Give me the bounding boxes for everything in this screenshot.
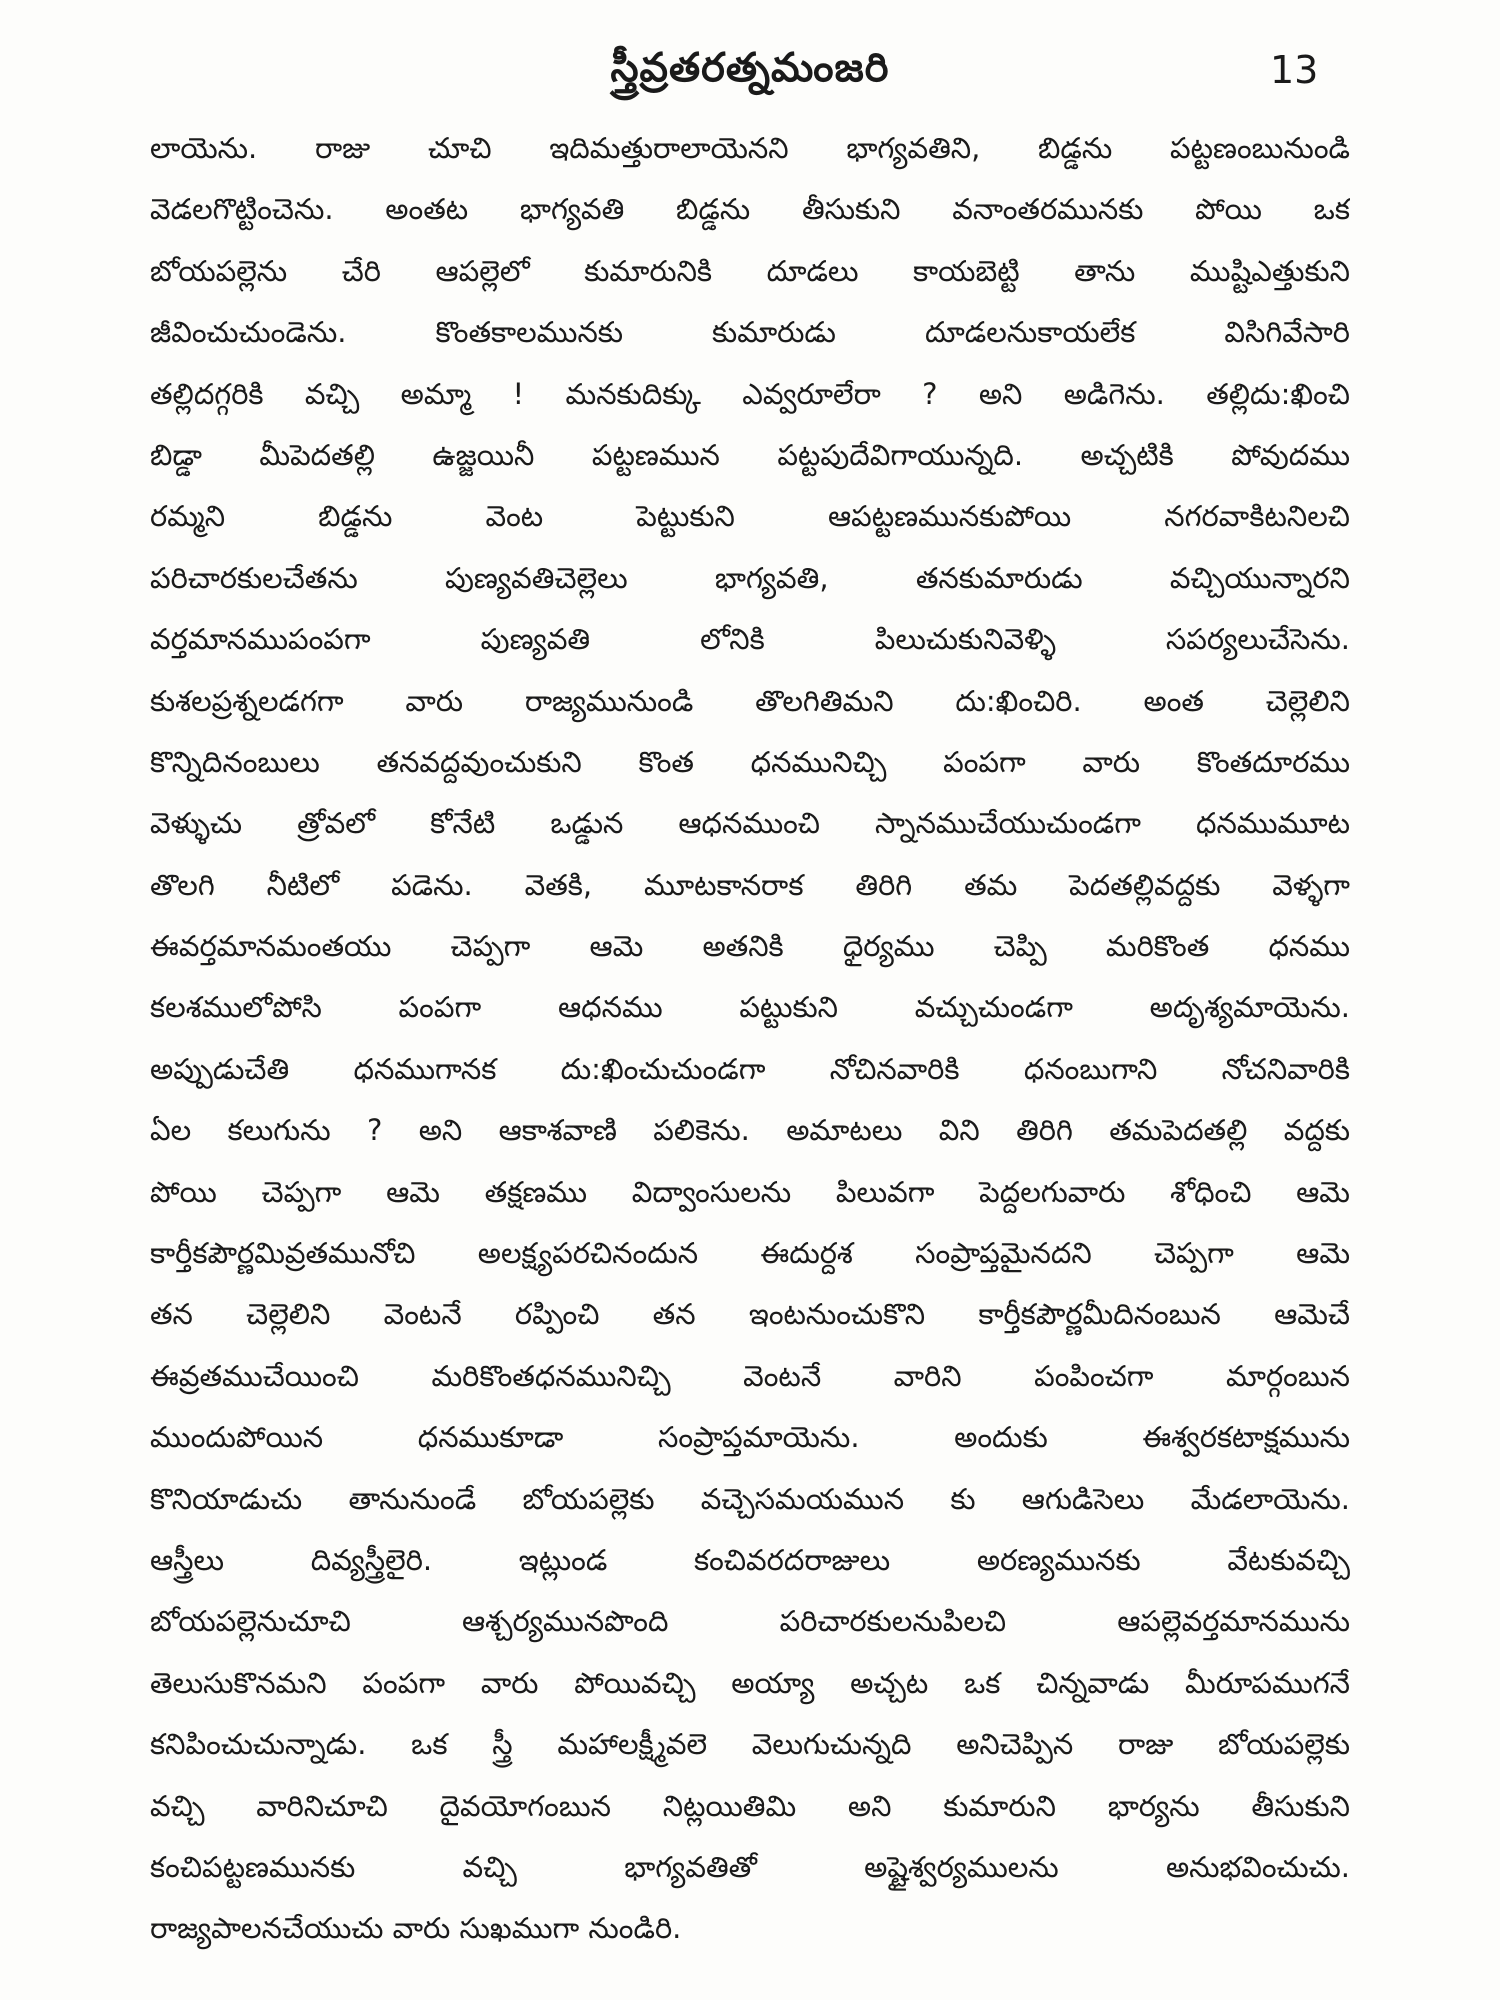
text-line: కుశలప్రశ్నలడగగా వారు రాజ్యమునుండి తొలగితిమని దు:ఖించిరి. అంత చెల్లెలిని [150, 683, 1350, 718]
text-line: కనిపించుచున్నాడు. ఒక స్త్రీ మహాలక్ష్మీవలె వెలుగుచున్నది అనిచెప్పిన రాజు బోయపల్లెకు [150, 1727, 1350, 1762]
text-line: తల్లిదగ్గరికి వచ్చి అమ్మా ! మనకుదిక్కు ఎవ్వరూలేరా ? అని అడిగెను. తల్లిదు:ఖించి [150, 376, 1350, 411]
text-line: ఏల కలుగును ? అని ఆకాశవాణి పలికెను. అమాటలు విని తిరిగి తమపెదతల్లి వద్దకు [150, 1113, 1350, 1148]
text-line: బిడ్డా మీపెదతల్లి ఉజ్జయినీ పట్టణమున పట్టపుదేవిగాయున్నది. అచ్చటికి పోవుదము [150, 437, 1350, 472]
text-line: కార్తీకపౌర్ణమివ్రతమునోచి అలక్ష్యపరచినందున ఈదుర్దశ సంప్రాప్తమైనదని చెప్పగా ఆమె [150, 1236, 1350, 1271]
body-text [150, 118, 1350, 1960]
page-number: 13 [1270, 48, 1319, 92]
text-line: అప్పుడుచేతి ధనముగానక దు:ఖించుచుండగా నోచినవారికి ధనంబుగాని నోచనివారికి [150, 1051, 1350, 1086]
text-line: తొలగి నీటిలో పడెను. వెతకి, మూటకానరాక తిరిగి తమ పెదతల్లివద్దకు వెళ్ళగా [150, 867, 1350, 902]
text-line: కొనియాడుచు తానునుండే బోయపల్లెకు వచ్చెసమయమున కు ఆగుడిసెలు మేడలాయెను. [150, 1481, 1350, 1516]
text-line: వెళ్ళుచు త్రోవలో కోనేటి ఒడ్డున ఆధనముంచి స్నానముచేయుచుండగా ధనముమూట [150, 806, 1350, 841]
text-line: తెలుసుకొనమని పంపగా వారు పోయివచ్చి అయ్యా అచ్చట ఒక చిన్నవాడు మీరూపముగనే [150, 1665, 1350, 1700]
text-line: కంచిపట్టణమునకు వచ్చి భాగ్యవతితో అష్టైశ్వర్యములను అనుభవించుచు. [150, 1849, 1350, 1884]
text-line: జీవించుచుండెను. కొంతకాలమునకు కుమారుడు దూడలనుకాయలేక విసిగివేసారి [150, 315, 1350, 350]
text-line: కలశములోపోసి పంపగా ఆధనము పట్టుకుని వచ్చుచుండగా అదృశ్యమాయెను. [150, 990, 1350, 1025]
text-line: ఈవర్తమానమంతయు చెప్పగా ఆమె అతనికి ధైర్యము చెప్పి మరికొంత ధనము [150, 929, 1350, 964]
text-line: బోయపల్లెను చేరి ఆపల్లెలో కుమారునికి దూడలు కాయబెట్టి తాను ముష్టిఎత్తుకుని [150, 253, 1350, 288]
text-line: వర్తమానముపంపగా పుణ్యవతి లోనికి పిలుచుకునివెళ్ళి సపర్యలుచేసెను. [150, 622, 1350, 657]
text-line: బోయపల్లెనుచూచి ఆశ్చర్యమునపొంది పరిచారకులనుపిలచి ఆపల్లెవర్తమానమును [150, 1604, 1350, 1639]
text-line: వెడలగొట్టించెను. అంతట భాగ్యవతి బిడ్డను తీసుకుని వనాంతరమునకు పోయి ఒక [150, 192, 1350, 227]
text-line: రమ్మని బిడ్డను వెంట పెట్టుకుని ఆపట్టణమునకుపోయి నగరవాకిటనిలచి [150, 499, 1350, 534]
text-line: లాయెను. రాజు చూచి ఇదిమత్తురాలాయెనని భాగ్యవతిని, బిడ్డను పట్టణంబునుండి [150, 131, 1350, 165]
text-line: ఆస్త్రీలు దివ్యస్త్రీలైరి. ఇట్లుండ కంచివరదరాజులు అరణ్యమునకు వేటకువచ్చి [150, 1542, 1350, 1577]
text-line: వచ్చి వారినిచూచి దైవయోగంబున నిట్లయితిమి అని కుమారుని భార్యను తీసుకుని [150, 1788, 1350, 1823]
text-line: కొన్నిదినంబులు తనవద్దవుంచుకుని కొంత ధనమునిచ్చి పంపగా వారు కొంతదూరము [150, 744, 1350, 779]
text-line: పోయి చెప్పగా ఆమె తక్షణము విద్వాంసులను పిలువగా పెద్దలగువారు శోధించి ఆమె [150, 1174, 1350, 1209]
text-line: ముందుపోయిన ధనముకూడా సంప్రాప్తమాయెను. అందుకు ఈశ్వరకటాక్షమును [150, 1420, 1350, 1455]
text-line: పరిచారకులచేతను పుణ్యవతిచెల్లెలు భాగ్యవతి, తనకుమారుడు వచ్చియున్నారని [150, 560, 1350, 595]
text-line: తన చెల్లెలిని వెంటనే రప్పించి తన ఇంటనుంచుకొని కార్తీకపౌర్ణమీదినంబున ఆమెచే [150, 1297, 1350, 1332]
running-title: స్త్రీవ్రతరత్నమంజరి [610, 45, 890, 91]
text-line-last: రాజ్యపాలనచేయుచు వారు సుఖముగా నుండిరి. [150, 1911, 682, 1946]
text-line: ఈవ్రతముచేయించి మరికొంతధనమునిచ్చి వెంటనే వారిని పంపించగా మార్గంబున [150, 1358, 1350, 1393]
